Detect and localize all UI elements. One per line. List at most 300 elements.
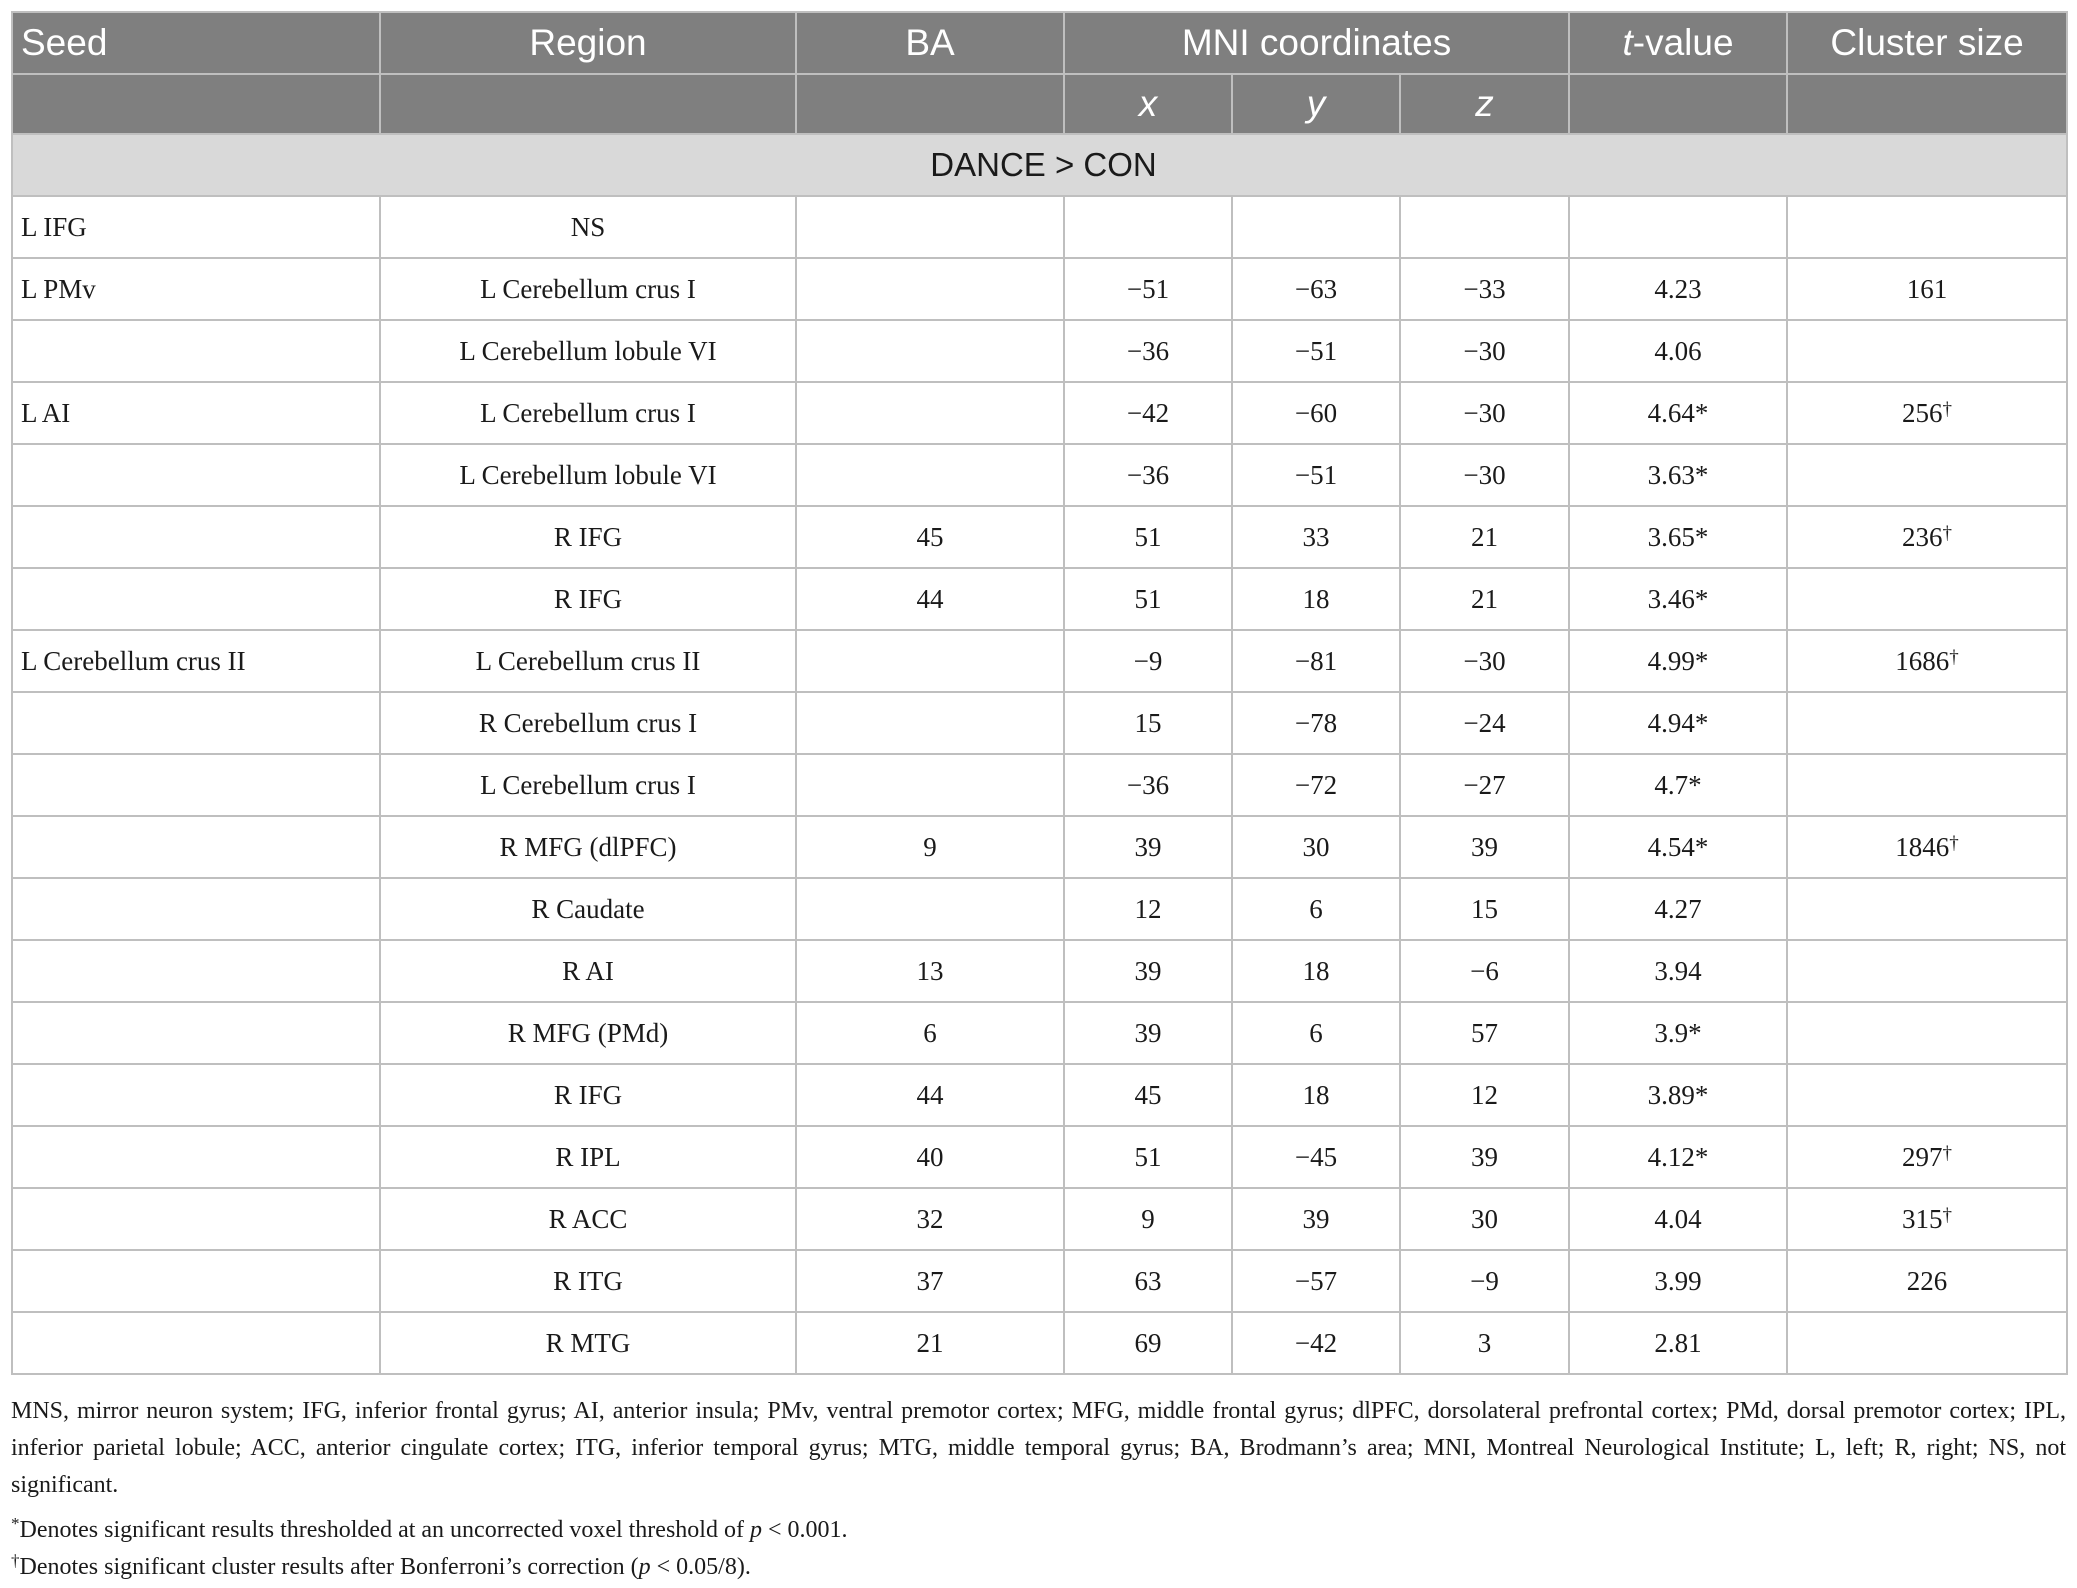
cell-x [1064,754,1232,816]
cell-ba-text: 44 [916,583,944,614]
cell-t-value-text: 2.81 [1654,1327,1702,1358]
table-row [12,1250,2067,1312]
cell-seed [12,196,380,258]
cell-region [380,630,796,692]
cell-z-text: 30 [1471,1203,1499,1234]
table-row [12,1126,2067,1188]
cell-ba [796,506,1064,568]
cell-t-value-text: 4.64* [1647,397,1709,428]
cell-ba [796,382,1064,444]
cell-z [1400,444,1569,506]
cell-x [1064,692,1232,754]
cell-y-text: 6 [1309,1017,1323,1048]
cell-y-text: −63 [1294,273,1338,304]
cell-x-text: 39 [1134,1017,1162,1048]
header-blank-cluster [1787,74,2067,134]
cell-cluster-size-text: 256 [1902,397,1943,428]
cell-cluster-size [1787,1250,2067,1312]
cell-y-text: 30 [1302,831,1330,862]
table-row [12,754,2067,816]
cell-x [1064,196,1232,258]
table-row [12,630,2067,692]
cell-region [380,444,796,506]
cell-z [1400,258,1569,320]
cell-x [1064,444,1232,506]
cell-t-value-text: 4.54* [1647,831,1709,862]
header-t-value [1569,12,1787,74]
cell-t-value-text: 4.04 [1654,1203,1702,1234]
cell-ba [796,878,1064,940]
cell-region-text: R MFG (PMd) [507,1017,669,1048]
cell-cluster-size-text: 226 [1906,1265,1948,1296]
header-ba: BA [796,12,1064,74]
cell-region-text: R MTG [545,1327,631,1358]
cell-z [1400,1312,1569,1374]
cell-t-value [1569,1312,1787,1374]
cell-region-text: R Cerebellum crus I [478,707,698,738]
cell-y [1232,754,1400,816]
cell-region-text: R ITG [553,1265,623,1296]
cell-y-text: 18 [1302,955,1330,986]
header-row-primary [12,12,2067,74]
cell-z-text: −6 [1470,955,1499,986]
dagger-symbol: † [11,1551,20,1570]
cell-z-text: −30 [1463,335,1506,366]
cell-seed [12,1002,380,1064]
cell-z [1400,754,1569,816]
cell-y-text: 6 [1309,893,1323,924]
cell-cluster-size [1787,1312,2067,1374]
cell-y [1232,816,1400,878]
cell-region-text: R IFG [553,521,623,552]
cell-ba [796,1002,1064,1064]
dagger-mark: † [1942,1142,1953,1164]
cell-z-text: −24 [1463,707,1506,738]
star-text-before: Denotes significant results thresholded at an uncorrected voxel threshold of [19,1517,750,1543]
cell-t-value [1569,382,1787,444]
header-t-italic: t [1622,22,1633,63]
cell-z-text: −27 [1463,769,1506,800]
cell-ba-text: 6 [923,1017,937,1048]
cell-t-value-text: 3.94 [1654,955,1702,986]
table-footnotes [11,1393,2066,1586]
cell-region [380,1312,796,1374]
table-row [12,568,2067,630]
results-table [11,11,2068,1375]
cell-t-value [1569,196,1787,258]
cell-region-text: R IFG [553,583,623,614]
dagger-mark: † [1949,832,1959,854]
cell-t-value [1569,1188,1787,1250]
cell-region [380,1188,796,1250]
table-row [12,1188,2067,1250]
cell-z [1400,506,1569,568]
cell-t-value-text: 4.12* [1647,1141,1709,1172]
cell-t-value [1569,1002,1787,1064]
table-row [12,320,2067,382]
cell-cluster-size-text: 297 [1902,1141,1943,1172]
cell-z [1400,1064,1569,1126]
cell-region-text: R IFG [553,1079,623,1110]
cell-cluster-size-text: 315 [1902,1203,1943,1234]
cell-y [1232,382,1400,444]
cell-region-text: L Cerebellum crus I [480,769,696,800]
section-title: DANCE > CON [12,134,2067,196]
cell-seed [12,692,380,754]
cell-ba [796,816,1064,878]
cell-seed [12,1312,380,1374]
cell-ba [796,320,1064,382]
cell-cluster-size-text: 236 [1902,521,1943,552]
cell-ba [796,1126,1064,1188]
cell-z [1400,878,1569,940]
cell-z-text: 15 [1471,893,1499,924]
cell-cluster-size [1787,506,2067,568]
cell-t-value [1569,878,1787,940]
cell-t-value [1569,754,1787,816]
cell-x [1064,1126,1232,1188]
cell-x-text: −51 [1126,273,1170,304]
cell-y [1232,568,1400,630]
table-row [12,196,2067,258]
cell-seed-text: L PMv [21,273,96,304]
cell-x-text: −36 [1126,335,1170,366]
cell-z [1400,1250,1569,1312]
cell-y [1232,1188,1400,1250]
table-row [12,1002,2067,1064]
cell-z [1400,196,1569,258]
cell-x [1064,1312,1232,1374]
cell-ba [796,196,1064,258]
cell-ba [796,940,1064,1002]
cell-cluster-size-text: 1846 [1895,831,1950,862]
header-seed: Seed [12,12,380,74]
table-row [12,1312,2067,1374]
cell-seed [12,568,380,630]
cell-seed [12,320,380,382]
cell-seed-text: L AI [21,397,71,428]
cell-z-text: −30 [1463,645,1506,676]
cell-ba [796,692,1064,754]
cell-t-value [1569,506,1787,568]
cell-y [1232,1002,1400,1064]
table-body [12,134,2067,1374]
cell-y [1232,1312,1400,1374]
header-x [1064,74,1232,134]
cell-seed [12,444,380,506]
cell-ba-text: 45 [916,521,944,552]
cell-region-text: R Caudate [531,893,645,924]
cell-cluster-size [1787,1064,2067,1126]
cell-seed [12,630,380,692]
cell-y-text: −42 [1294,1327,1338,1358]
cell-y-text: −45 [1294,1141,1338,1172]
cell-seed [12,878,380,940]
cell-region [380,258,796,320]
cell-region [380,940,796,1002]
cell-t-value-text: 4.23 [1654,273,1702,304]
cell-y-text: 18 [1302,1079,1330,1110]
cell-cluster-size [1787,568,2067,630]
cell-ba [796,754,1064,816]
cell-region [380,1002,796,1064]
dagger-mark: † [1942,522,1953,544]
cell-x-text: 69 [1134,1327,1162,1358]
cell-cluster-size-text: 1686 [1895,645,1950,676]
cell-z-text: 39 [1471,831,1499,862]
cell-region-text: R AI [562,955,614,986]
cell-ba-text: 32 [916,1203,944,1234]
cell-ba-text: 40 [916,1141,944,1172]
cell-cluster-size [1787,196,2067,258]
cell-t-value [1569,258,1787,320]
cell-y [1232,1126,1400,1188]
cell-x [1064,1064,1232,1126]
header-z [1400,74,1569,134]
cell-x [1064,568,1232,630]
cell-region-text: R MFG (dlPFC) [499,831,677,862]
cell-cluster-size [1787,878,2067,940]
header-y [1232,74,1400,134]
header-region: Region [380,12,796,74]
cell-t-value [1569,1250,1787,1312]
cell-t-value-text: 4.94* [1647,707,1709,738]
cell-region-text: L Cerebellum lobule VI [459,459,717,490]
cell-region [380,1126,796,1188]
cell-x [1064,1188,1232,1250]
cell-y [1232,630,1400,692]
cell-z-text: −30 [1463,459,1506,490]
cell-t-value [1569,630,1787,692]
cell-seed [12,754,380,816]
table-row [12,1064,2067,1126]
cell-z-text: −33 [1463,273,1506,304]
header-y-label: y [1306,83,1326,124]
cell-cluster-size [1787,258,2067,320]
cell-y [1232,1064,1400,1126]
cell-x-text: 39 [1134,955,1162,986]
header-cluster-size: Cluster size [1787,12,2067,74]
cell-z [1400,382,1569,444]
cell-ba [796,1188,1064,1250]
dagger-mark: † [1942,1204,1953,1226]
dagger-text-before: Denotes significant cluster results after Bonferroni’s correction ( [19,1554,639,1580]
header-row-secondary [12,74,2067,134]
cell-cluster-size [1787,382,2067,444]
cell-region [380,692,796,754]
cell-region-text: L Cerebellum lobule VI [459,335,717,366]
cell-seed [12,1126,380,1188]
header-x-label: x [1138,83,1158,124]
cell-x [1064,506,1232,568]
cell-x [1064,878,1232,940]
cell-z-text: 3 [1477,1327,1492,1358]
cell-t-value-text: 4.7* [1654,769,1702,800]
cell-y [1232,940,1400,1002]
cell-z [1400,1002,1569,1064]
cell-y [1232,258,1400,320]
cell-region [380,320,796,382]
cell-z-text: 21 [1471,521,1499,552]
cell-cluster-size [1787,816,2067,878]
table-row [12,878,2067,940]
header-blank-t [1569,74,1787,134]
cell-t-value-text: 4.06 [1654,335,1702,366]
cell-seed [12,816,380,878]
cell-z-text: 39 [1471,1141,1499,1172]
cell-region-text: L Cerebellum crus I [480,273,696,304]
cell-x [1064,940,1232,1002]
cell-z [1400,320,1569,382]
cell-z [1400,692,1569,754]
section-row [12,134,2067,196]
cell-region-text: NS [570,211,606,242]
header-blank-seed [12,74,380,134]
cell-y-text: −57 [1294,1265,1338,1296]
cell-z-text: 12 [1471,1079,1499,1110]
cell-cluster-size [1787,940,2067,1002]
cell-seed [12,506,380,568]
star-symbol: * [11,1514,20,1533]
cell-z-text: 57 [1471,1017,1499,1048]
cell-ba-text: 37 [916,1265,944,1296]
cell-y-text: −51 [1294,459,1338,490]
cell-x-text: 15 [1134,707,1162,738]
header-t-rest: -value [1632,22,1734,63]
cell-seed [12,1250,380,1312]
cell-t-value-text: 4.99* [1647,645,1709,676]
cell-ba [796,1064,1064,1126]
cell-seed-text: L Cerebellum crus II [21,645,246,676]
cell-t-value-text: 3.63* [1647,459,1709,490]
cell-seed [12,940,380,1002]
cell-y [1232,506,1400,568]
cell-y [1232,196,1400,258]
cell-y-text: −60 [1294,397,1338,428]
cell-y [1232,444,1400,506]
dagger-text-after: < 0.05/8). [650,1554,751,1580]
cell-t-value [1569,320,1787,382]
cell-t-value [1569,692,1787,754]
cell-ba [796,1312,1064,1374]
cell-y-text: −81 [1294,645,1338,676]
table-row [12,506,2067,568]
cell-x [1064,320,1232,382]
cell-region-text: L Cerebellum crus I [480,397,696,428]
cell-region [380,506,796,568]
dagger-mark: † [1942,398,1953,420]
header-mni-coordinates: MNI coordinates [1064,12,1569,74]
header-blank-ba [796,74,1064,134]
cell-ba-text: 21 [916,1327,944,1358]
cell-z [1400,568,1569,630]
cell-cluster-size [1787,1188,2067,1250]
cell-cluster-size [1787,320,2067,382]
header-blank-region [380,74,796,134]
cell-x-text: −36 [1126,459,1170,490]
cell-z-text: −30 [1463,397,1506,428]
cell-cluster-size [1787,630,2067,692]
cell-y-text: −78 [1294,707,1338,738]
cell-y-text: 18 [1302,583,1330,614]
cell-t-value [1569,1064,1787,1126]
cell-x-text: −36 [1126,769,1170,800]
cell-x-text: 63 [1134,1265,1162,1296]
cell-x-text: 45 [1134,1079,1162,1110]
table-row [12,816,2067,878]
cell-t-value [1569,816,1787,878]
cell-t-value-text: 3.89* [1647,1079,1709,1110]
cell-t-value [1569,940,1787,1002]
cell-x [1064,382,1232,444]
cell-z [1400,1126,1569,1188]
dagger-footnote [11,1549,2066,1586]
cell-cluster-size [1787,444,2067,506]
cell-cluster-size [1787,754,2067,816]
cell-region [380,754,796,816]
abbreviations-note: MNS, mirror neuron system; IFG, inferior frontal gyrus; AI, anterior insula; PMv, ventral premotor cortex; MFG, middle frontal gyrus; dlPFC, dorsolateral prefrontal cortex; PMd, dorsal premotor cortex; IPL, inferior parietal lobule; ACC, anterior cingulate cortex; ITG, inferior temporal gyrus; MTG, middle temporal gyrus; BA, Brodmann’s area; MNI, Montreal Neurological Institute; L, left; R, right; NS, not significant. [11,1398,2066,1498]
cell-x-text: 39 [1134,831,1162,862]
cell-region [380,1250,796,1312]
cell-x-text: 51 [1134,1141,1162,1172]
cell-x [1064,1002,1232,1064]
cell-region-text: L Cerebellum crus II [475,645,701,676]
header-z-label: z [1475,83,1494,124]
cell-z [1400,630,1569,692]
cell-t-value [1569,568,1787,630]
cell-x [1064,258,1232,320]
cell-cluster-size [1787,1126,2067,1188]
cell-region [380,196,796,258]
cell-region-text: R ACC [548,1203,628,1234]
cell-y [1232,1250,1400,1312]
cell-z-text: −9 [1470,1265,1499,1296]
cell-x-text: 12 [1134,893,1162,924]
cell-y [1232,878,1400,940]
cell-ba-text: 13 [916,955,944,986]
cell-z [1400,1188,1569,1250]
cell-region [380,878,796,940]
dagger-p: p [638,1554,651,1580]
cell-t-value-text: 3.46* [1647,583,1709,614]
cell-t-value-text: 3.65* [1647,521,1709,552]
cell-z-text: 21 [1471,583,1499,614]
cell-region-text: R IPL [555,1141,621,1172]
table-row [12,258,2067,320]
cell-z [1400,940,1569,1002]
table-row [12,382,2067,444]
cell-y-text: 33 [1302,521,1330,552]
cell-ba-text: 9 [923,831,937,862]
cell-y-text: −72 [1294,769,1338,800]
cell-x-text: −42 [1126,397,1170,428]
cell-seed [12,1064,380,1126]
cell-cluster-size [1787,1002,2067,1064]
cell-t-value [1569,1126,1787,1188]
cell-cluster-size-text: 161 [1906,273,1948,304]
cell-x-text: 51 [1134,521,1162,552]
cell-ba [796,1250,1064,1312]
cell-seed [12,258,380,320]
cell-z [1400,816,1569,878]
cell-seed [12,1188,380,1250]
dagger-mark: † [1949,646,1959,668]
cell-x [1064,1250,1232,1312]
cell-y [1232,320,1400,382]
cell-region [380,816,796,878]
table-row [12,940,2067,1002]
cell-seed-text: L IFG [21,211,87,242]
